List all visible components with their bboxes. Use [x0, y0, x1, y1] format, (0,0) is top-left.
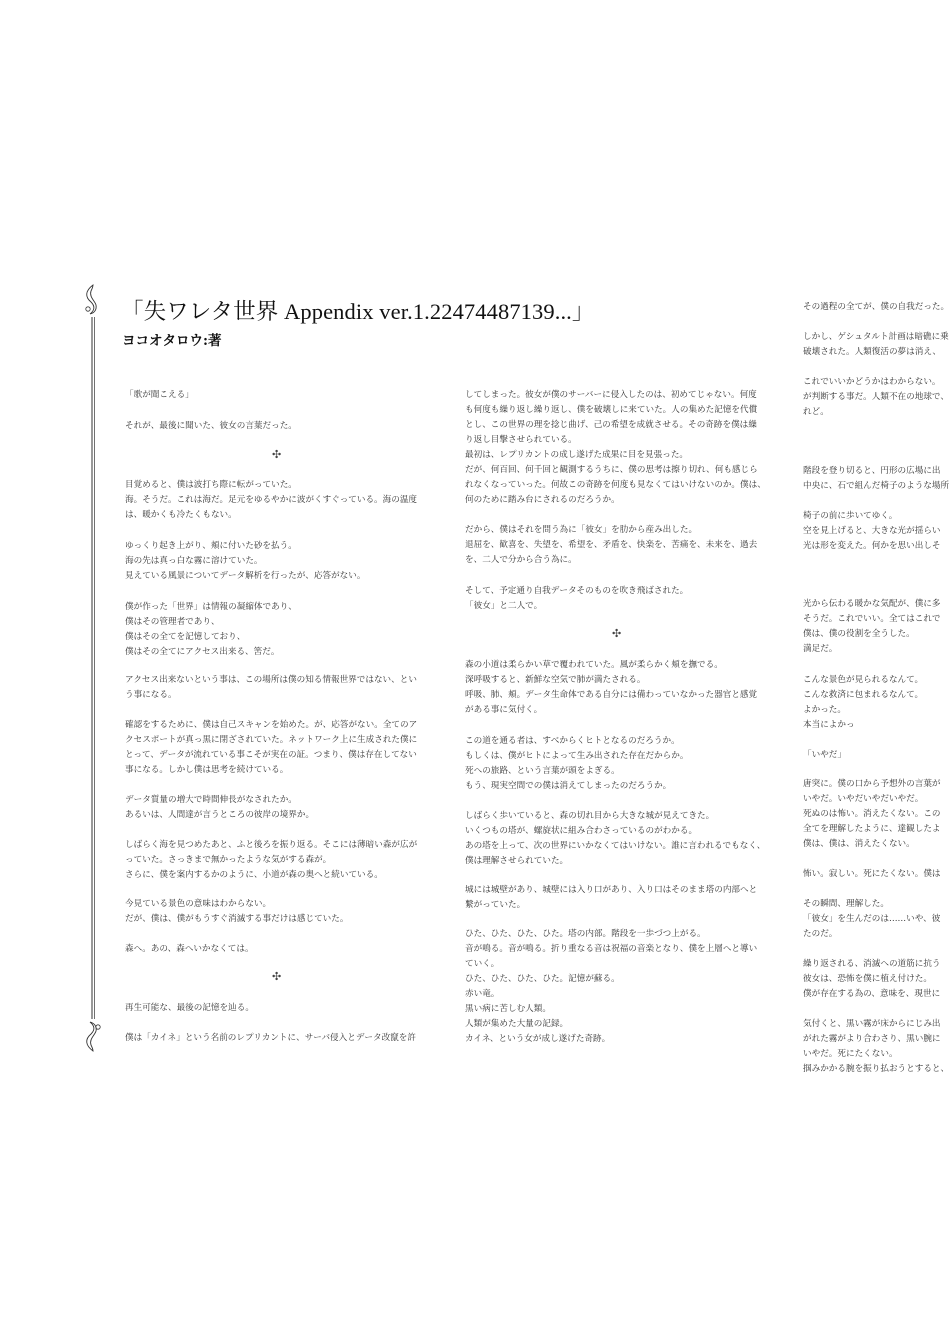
text-line: たのだ。: [803, 929, 838, 939]
text-line: 満足だ。: [803, 644, 838, 654]
text-line: 「彼女」と二人で。: [465, 601, 543, 611]
text-line: 怖い。寂しい。死にたくない。僕は: [803, 869, 941, 879]
text-line: さらに、僕を案内するかのように、小道が森の奥へと続いている。: [125, 870, 383, 880]
section-break-ornament: ✣: [612, 627, 622, 640]
text-line: 深呼吸すると、新鮮な空気で肺が満たされる。: [465, 675, 646, 685]
section-break-ornament: ✣: [272, 970, 282, 983]
text-line: 僕はその管理者であり、: [125, 617, 220, 627]
text-line: がれた霧がより合わさり、黒い腕に: [803, 1034, 941, 1044]
text-line: そして、予定通り自我データそのものを吹き飛ばされた。: [465, 586, 689, 596]
text-column-3: [803, 0, 949, 1344]
text-line: あるいは、人間達が言うところの彼岸の境界か。: [125, 810, 315, 820]
text-line: これでいいかどうかはわからない。: [803, 377, 941, 387]
text-line: いやだ。いやだいやだいやだ。: [803, 794, 924, 804]
text-line: 海。そうだ。これは海だ。足元をゆるやかに波がくすぐっている。海の温度: [125, 495, 418, 505]
text-line: 何のために踏み台にされるのだろうか。: [465, 495, 620, 505]
text-line: しかし、ゲシュタルト計画は暗礁に乗: [803, 332, 949, 342]
text-line: とって、データが流れている事こそが実在の証。つまり、僕は存在してない: [125, 750, 417, 760]
text-line: 「いやだ」: [803, 750, 846, 760]
text-line: がある事に気付く。: [465, 705, 543, 715]
text-line: 人類が集めた大量の記録。: [465, 1019, 569, 1029]
text-line: 僕は「カイネ」という名前のレプリカントに、サーバ侵入とデータ改竄を許: [125, 1033, 416, 1043]
text-line: クセスポートが真っ黒に閉ざされていた。ネットワーク上に生成された僕に: [125, 735, 418, 745]
text-line: ひた、ひた、ひた、ひた。塔の内部。階段を一歩づつ上がる。: [465, 929, 706, 939]
text-line: 僕は、僕は、消えたくない。: [803, 839, 915, 849]
text-line: その過程の全てが、僕の自我だった。: [803, 302, 949, 312]
text-line: 僕は理解させられていた。: [465, 856, 569, 866]
text-line: しばらく歩いていると、森の切れ目から大きな城が見えてきた。: [465, 811, 715, 821]
text-line: 彼女は、恐怖を僕に植え付けた。: [803, 974, 932, 984]
text-line: 海の先は真っ白な霧に溶けていた。: [125, 556, 263, 566]
text-line: 光は形を変えた。何かを思い出しそ: [803, 541, 941, 551]
text-line: ていく。: [465, 959, 500, 969]
text-line: 森の小道は柔らかい草で覆われていた。風が柔らかく頬を撫でる。: [465, 660, 723, 670]
text-line: 城には城壁があり、城壁には入り口があり、入り口はそのまま塔の内部へと: [465, 885, 758, 895]
text-line: 音が鳴る。音が鳴る。折り重なる音は祝福の音楽となり、僕を上層へと導い: [465, 944, 758, 954]
text-line: 再生可能な、最後の記憶を辿る。: [125, 1003, 254, 1013]
text-line: 破壊された。人類復活の夢は消え、: [803, 347, 942, 357]
text-line: 光から伝わる暖かな気配が、僕に多: [803, 599, 941, 609]
text-line: しばらく海を見つめたあと、ふと後ろを振り返る。そこには薄暗い森が広が: [125, 840, 418, 850]
text-line: う事になる。: [125, 690, 177, 700]
text-line: カイネ、という女が成し遂げた奇跡。: [465, 1034, 611, 1044]
text-line: 黒い病に苦しむ人類。: [465, 1004, 551, 1014]
text-line: 死への旅路、という言葉が頭をよぎる。: [465, 766, 620, 776]
text-line: 椅子の前に歩いてゆく。: [803, 511, 898, 521]
text-line: もしくは、僕がヒトによって生み出された存在だからか。: [465, 751, 689, 761]
text-line: 本当によかっ: [803, 720, 855, 730]
text-line: 森へ。あの、森へいかなくては。: [125, 944, 254, 954]
text-line: ゆっくり起き上がり、頬に付いた砂を払う。: [125, 541, 297, 551]
text-line: 確認をするために、僕は自己スキャンを始めた。が、応答がない。全てのア: [125, 720, 418, 730]
text-line: この道を通る者は、すべからくヒトとなるのだろうか。: [465, 736, 680, 746]
text-line: 赤い竜。: [465, 989, 500, 999]
text-line: 僕が作った「世界」は情報の凝縮体であり、: [125, 602, 297, 612]
text-line: も何度も繰り返し繰り返し、僕を破壊しに来ていた。人の集めた記憶を代償: [465, 405, 758, 415]
text-line: いくつもの塔が、螺旋状に組み合わさっているのがわかる。: [465, 826, 698, 836]
text-line: り返し目撃させられている。: [465, 435, 577, 445]
text-line: その瞬間、理解した。: [803, 899, 889, 909]
text-line: 繋がっていた。: [465, 900, 526, 910]
text-line: データ質量の増大で時間伸長がなされたか。: [125, 795, 297, 805]
text-line: 僕が存在する為の、意味を、現世に: [803, 989, 941, 999]
text-line: 空を見上げると、大きな光が揺らい: [803, 526, 941, 536]
text-line: 最初は、レプリカントの成し遂げた成果に目を見張った。: [465, 450, 689, 460]
text-line: こんな景色が見られるなんて。: [803, 675, 924, 685]
text-line: が判断する事だ。人類不在の地球で、: [803, 392, 949, 402]
text-line: 「彼女」を生んだのは……いや、彼: [803, 914, 941, 924]
text-line: 唐突に。僕の口から予想外の言葉が: [803, 779, 941, 789]
text-line: 気付くと、黒い霧が床からにじみ出: [803, 1019, 941, 1029]
text-line: 今見ている景色の意味はわからない。: [125, 899, 272, 909]
text-line: を、二人で分から合う為に。: [465, 555, 577, 565]
text-line: 僕はその全てにアクセス出来る、筈だ。: [125, 647, 280, 657]
text-line: 僕はその全てを記憶しており、: [125, 632, 246, 642]
text-line: あの塔を上って、次の世界にいかなくてはいけない。誰に言われるでもなく、: [465, 841, 766, 851]
text-line: だが、何百回、何千回と観測するうちに、僕の思考は擦り切れ、何も感じら: [465, 465, 758, 475]
text-line: れなくなっていった。何故この奇跡を何度も見なくてはいけないのか。僕は、: [465, 480, 766, 490]
text-line: してしまった。彼女が僕のサーバーに侵入したのは、初めてじゃない。何度: [465, 390, 757, 400]
text-line: アクセス出来ないという事は、この場所は僕の知る情報世界ではない、とい: [125, 675, 417, 685]
text-line: ひた、ひた、ひた、ひた。記憶が蘇る。: [465, 974, 620, 984]
text-line: 中央に、石で組んだ椅子のような場所: [803, 481, 949, 491]
text-line: 目覚めると、僕は波打ち際に転がっていた。: [125, 480, 297, 490]
text-line: 全てを理解したように、達観したよ: [803, 824, 941, 834]
text-line: だが、僕は、僕がもうすぐ消滅する事だけは感じていた。: [125, 914, 349, 924]
text-line: 退屈を、歓喜を、失望を、希望を、矛盾を、快楽を、苦痛を、未来を、過去: [465, 540, 758, 550]
text-line: 階段を登り切ると、円形の広場に出: [803, 466, 941, 476]
text-line: 掴みかかる腕を振り払おうとすると、: [803, 1064, 949, 1074]
text-line: それが、最後に聞いた、彼女の言葉だった。: [125, 421, 297, 431]
text-line: もう、現実空間での僕は消えてしまったのだろうか。: [465, 781, 672, 791]
text-line: 死ぬのは怖い。消えたくない。この: [803, 809, 941, 819]
ornamental-border: [80, 283, 106, 1053]
text-line: そうだ。これでいい。全てはこれで: [803, 614, 941, 624]
text-line: 「歌が聞こえる」: [125, 390, 194, 400]
text-line: 僕は、僕の役割を全うした。: [803, 629, 915, 639]
text-line: よかった。: [803, 705, 846, 715]
text-line: いやだ。死にたくない。: [803, 1049, 898, 1059]
text-line: れど。: [803, 407, 829, 417]
text-line: は、暖かくも冷たくもない。: [125, 510, 237, 520]
text-line: 呼吸、肺、頬。データ生命体である自分には備わっていなかった器官と感覚: [465, 690, 758, 700]
text-line: こんな救済に包まれるなんて。: [803, 690, 924, 700]
text-line: 繰り返される、消滅への道筋に抗う: [803, 959, 941, 969]
section-break-ornament: ✣: [272, 448, 282, 461]
text-line: 見えている風景についてデータ解析を行ったが、応答がない。: [125, 571, 366, 581]
author-byline: ヨコオタロウ:著: [122, 333, 222, 349]
page-title: 「失ワレタ世界 Appendix ver.1.22474487139...」: [121, 299, 595, 324]
text-line: だから、僕はそれを問う為に「彼女」を肋から産み出した。: [465, 525, 698, 535]
text-line: とし、この世界の理を捻じ曲げ、己の希望を成就させる。その奇跡を僕は繰: [465, 420, 757, 430]
text-line: 事になる。しかし僕は思考を続けている。: [125, 765, 289, 775]
text-line: っていた。さっきまで無かったような気がする森が。: [125, 855, 332, 865]
